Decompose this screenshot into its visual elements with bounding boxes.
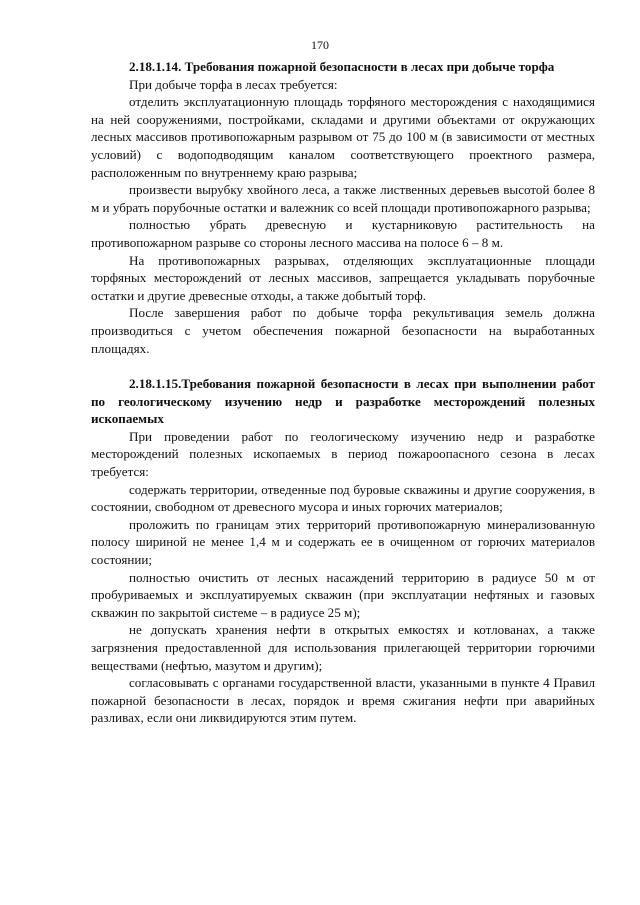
paragraph: На противопожарных разрывах, отделяющих эксплуатационные площади торфяных месторождений от лесных массивов, запрещается укладывать порубочные остатки и другие древесные отходы, а также добытый торф. — [91, 252, 595, 303]
paragraph: проложить по границам этих территорий противопожарную минерализованную полосу шириной не менее 1,4 м и содержать ее в очищенном от горючих материалов состоянии; — [91, 516, 595, 568]
paragraph: не допускать хранения нефти в открытых емкостях и котлованах, а также загрязнения предоставленной для использования прилегающей территории горючими веществами (нефтью, мазутом и другим); — [91, 622, 595, 673]
paragraph: При проведении работ по геологическому изучению недр и разработке месторождений полезных ископаемых в период пожароопасного сезона в лесах требуется: — [91, 428, 595, 480]
page-number: 170 — [311, 38, 329, 52]
paragraph: При добыче торфа в лесах требуется: — [129, 76, 338, 92]
paragraph: отделить эксплуатационную площадь торфяного месторождения с находящимися на ней сооружениями, постройками, складами и другими объектами от окружающих лесных массивов противопожарным разрывом от 75 до 100 м (в зависимости от местных условий) с водоподводящим каналом соответствующего проектного размера, расположенным по внутреннему краю разрыва; — [91, 94, 595, 180]
paragraph: согласовывать с органами государственной власти, указанными в пункте 4 Правил пожарной безопасности в лесах, порядок и время сжигания нефти при аварийных разливах, если они ликвидируются этим путем. — [91, 675, 595, 726]
paragraph: После завершения работ по добыче торфа рекультивация земель должна производиться с учетом обеспечения пожарной безопасности на выработанных площадях. — [91, 305, 595, 356]
paragraph: содержать территории, отведенные под буровые скважины и другие сооружения, в состоянии, свободном от древесного мусора и иных горючих материалов; — [91, 481, 595, 515]
section-geological-works — [91, 375, 595, 727]
section-peat-extraction — [91, 58, 595, 357]
section-heading: 2.18.1.14. Требования пожарной безопасности в лесах при добыче торфа — [129, 59, 555, 74]
paragraph: полностью очистить от лесных насаждений территорию в радиусе 50 м от пробуриваемых и эксплуатируемых скважин (при эксплуатации нефтяных и газовых скважин по закрытой системе – в радиусе 25 м); — [91, 569, 595, 620]
document-body — [91, 58, 595, 727]
paragraph: произвести вырубку хвойного леса, а также лиственных деревьев высотой более 8 м и убрать порубочные остатки и валежник со всей площади противопожарного разрыва; — [91, 182, 595, 215]
paragraph: полностью убрать древесную и кустарниковую растительность на противопожарном разрыве со стороны лесного массива на полосе 6 – 8 м. — [91, 217, 595, 250]
section-spacer — [91, 357, 595, 375]
section-heading: 2.18.1.15.Требования пожарной безопасности в лесах при выполнении работ по геологическому изучению недр и разработке месторождений полезных ископаемых — [91, 376, 595, 427]
